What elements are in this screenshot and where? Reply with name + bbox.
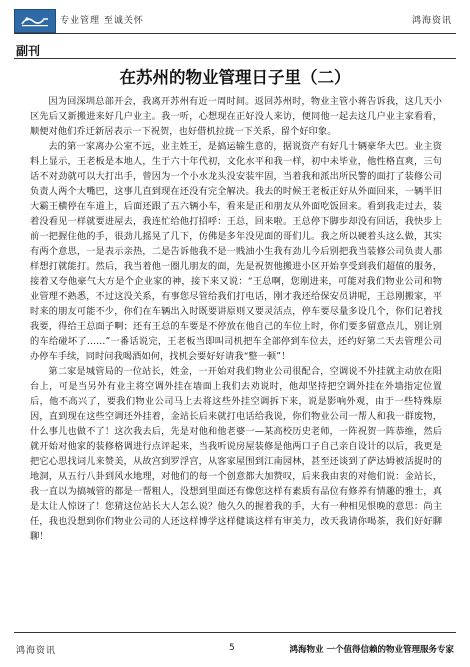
column-label: 副刊 <box>16 44 41 58</box>
page-number: 5 <box>229 643 235 653</box>
footer-left-label: 鸿海资讯 <box>16 646 57 656</box>
article-paragraph: 因为回深圳总部开会，我离开苏州有近一周时间。返回苏州时，物业主管小蒋告诉我，这几天小区先后又新搬进来好几户业主。我一听，心想现在正好没人来访，便同他一起去这几户业主家看看，顺便对他们乔迁新居表示一下祝贺，也好借机拉拢一下关系，留个好印象。 <box>30 96 442 137</box>
page-header <box>0 0 470 34</box>
article-paragraph: 去的第一家离办公室不远，业主姓王，是搞运输生意的，据说资产有好几十辆豪华大巴。业主资料上显示，王老板是本地人，生于六十年代初，文化水平和我一样，初中未毕业，他性格直爽，三句话不对劲就可以大打出手，曾因为一个小水龙头没安装牢固，当着我和派出所民警的面打了装修公司负责人两个大嘴巴，这事儿直到现在还没有完全解决。我去的时候王老板正好从外面回来，一辆半旧大霸王横停在车道上，后面还跟了五六辆小车，看来是正和朋友从外面吃饭回来。看到我走过去，装着没看见一样就要进屋去，我连忙给他打招呼：王总，回来啦。王总停下脚步却没有回话，我快步上前一把握住他的手，很劲儿摇晃了几下，仿佛是多年没见面的哥们儿。我之所以硬着头这么做，其实有两个意思，一是表示亲热，二是告诉他我不是一贱油小生我有劲儿今后别把我当装修公司负责人那样想打就能打。然后，我当着他一圈儿朋友的面，先是祝贺他搬进小区开始享受到我们超值的服务，接着又夸他豪气大方是个企业家的神，接下来又说：“王总啊，您刚进来，可能对我们物业公司和物业管理不熟悉，不过这没关系，有事您尽管给我们打电话，刚才我还给保安员讲呢，王总刚搬家，平时来的朋友可能不少，你们在车辆出入时既要讲原则又要灵活点，停车要尽量多设几个，你们记着找我要，得给王总面子啊；还有王总的车要是不停放在他自己的车位上时，你们要多留意点儿，别让别的车给碰坏了……”一番话说完，王老板当即叫司机把车全部停到车位去，还约好第二天去管理公司办停车手续，同时问我喝酒如何，找机会要好好请我“整一顿”！ <box>30 141 442 362</box>
hongbao-logo-icon <box>14 9 56 33</box>
header-divider <box>14 33 456 34</box>
header-section: 鸿海资讯 <box>411 16 452 26</box>
article-body <box>30 94 442 544</box>
column-divider <box>14 58 456 59</box>
footer-slogan: 鸿海物业 一个值得信赖的物业管理服务专家 <box>289 645 454 655</box>
article-title: 在苏州的物业管理日子里（二） <box>119 68 351 87</box>
footer-divider <box>14 632 456 633</box>
article-paragraph: 第二家是城管局的一位站长，姓金，一开始对我们物业公司很配合，空调说不外挂就主动放在阳台上，可是当另外有业主将空调外挂在墙面上我们去劝说时，他却坚持把空调外挂在外墙指定位置后，他不高兴了，要我们物业公司马上去将这些外挂空调拆下来，说是影响外观，由于一些特殊原因，直到现在这些空调还外挂着，金站长后来就打电话给我说，你们物业公司一帮人和我一群废物，什么事儿也做不了！这次我去后，先是对他和他老婆一—某高校历史老师，一阵祝贺一阵恭维，然后就开始对他家的装修格调进行点评起来，当我听说房屋装修是他两口子自己亲自设计的以后，我更是把它心思找词儿来赞美，从故宫到罗浮宫，从客家屋围到江南园林，甚至还谈到了萨达姆被活捉时的地洞，从五行八卦到风水地理，对他们的每一个创意都大加赞叹，后来我由衷的对他们说：金站长，我一直以为搞城管的都是一帮粗人，没想到里面还有像您这样有素质有品位有修养有情趣的雅士，真是太让人惊讶了！您猜这位站长大人怎么说？他久久的握着我的手，大有一种相见恨晚的意思：尚主任，我也没想到你们物业公司的人还这样博学这样健谈这样有审美力，改天我请你喝茶，我们好好聊聊！ <box>30 366 442 542</box>
header-slogan: 专业管理 至诚关怀 <box>60 16 144 26</box>
